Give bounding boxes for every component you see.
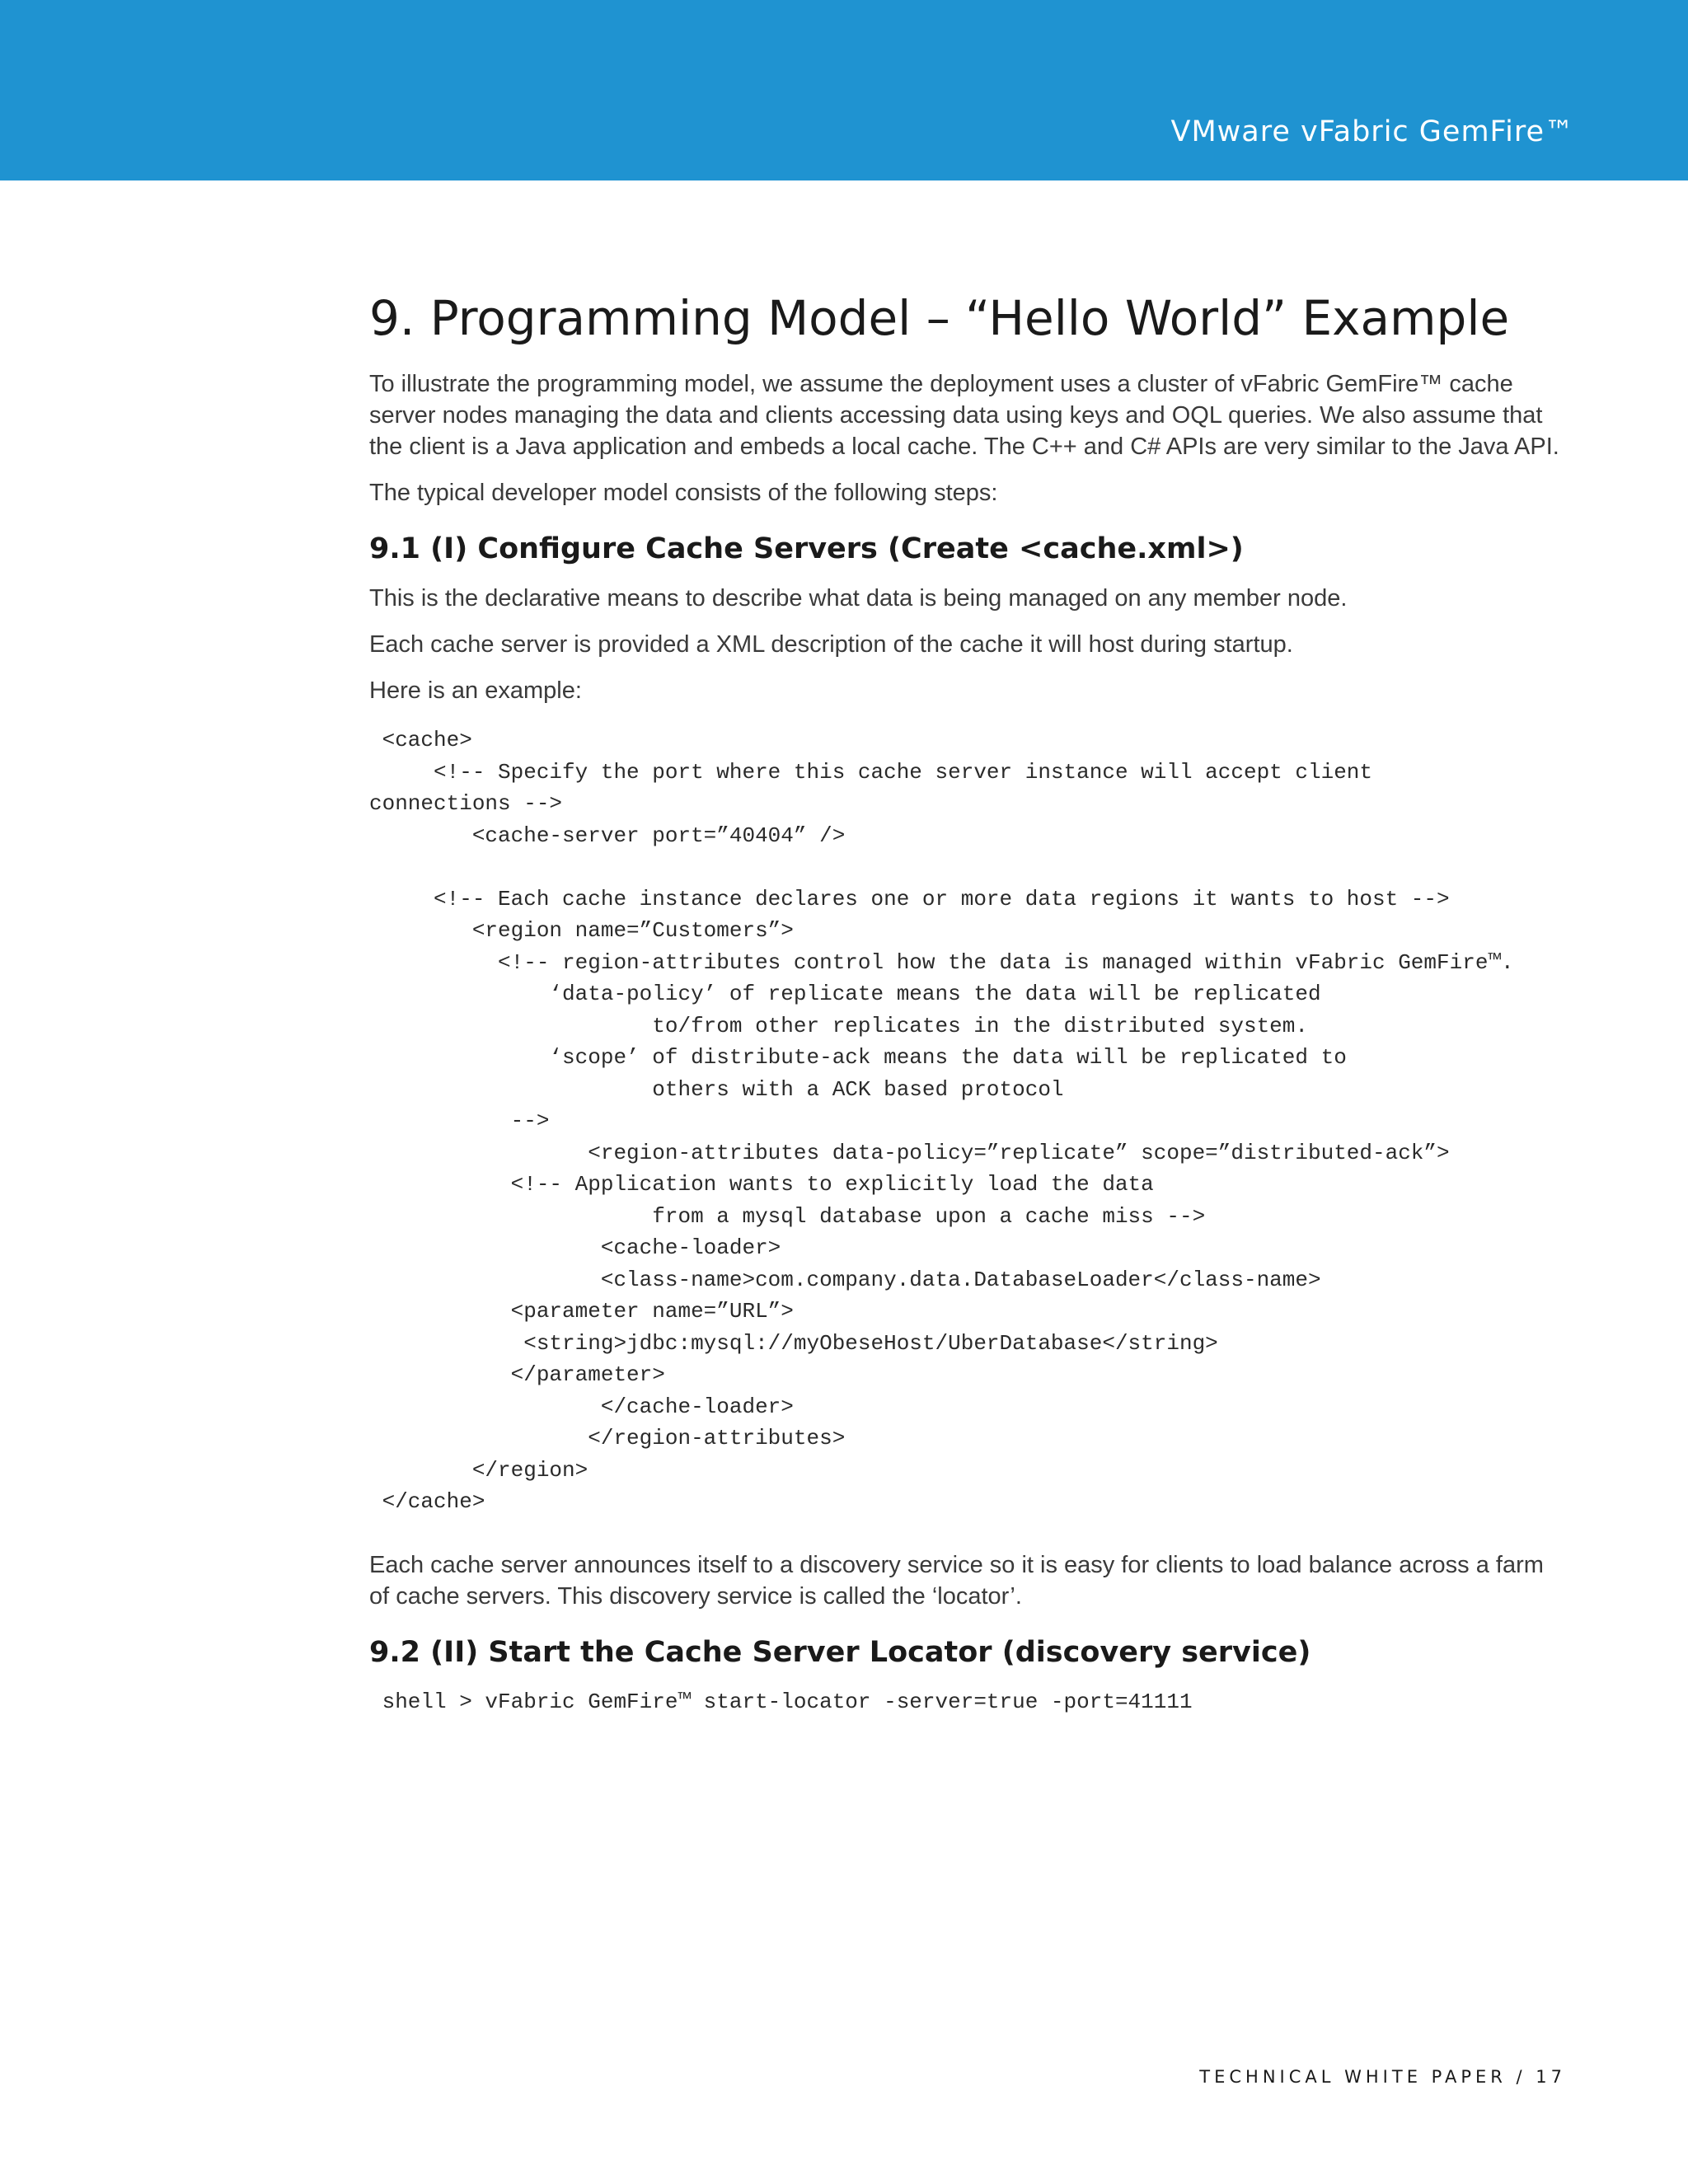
paragraph-example-intro: Here is an example:	[369, 677, 582, 704]
page-footer: TECHNICAL WHITE PAPER / 17	[1199, 2067, 1566, 2087]
cache-xml-code-block: <cache> <!-- Specify the port where this cache server instance will accept client connections --> <cache-server port=”40404” /> <!-- Each cache instance declares one or more data regions it wants to host --> <region name=”Customers”> <!-- region-attributes control how the data is managed within vFabric GemFire™. ‘data-policy’ of replicate means the data will be replicated to/from other replicates in the distributed system. ‘scope’ of distribute-ack means the data will be replicated to others with a ACK based protocol --> <region-attributes data-policy=”replicate” scope=”distributed-ack”> <!-- Application wants to explicitly load the data from a mysql database upon a cache miss --> <cache-loader> <class-name>com.company.data.DatabaseLoader</class-name> <parameter name=”URL”> <string>jdbc:mysql://myObeseHost/UberDatabase</string> </parameter> </cache-loader> </region-attributes> </region> </cache>	[369, 728, 1514, 1514]
paragraph-declarative: This is the declarative means to describe what data is being managed on any member node.	[369, 585, 1348, 612]
intro-paragraph: To illustrate the programming model, we assume the deployment uses a cluster of vFabric GemFire™ cache server nodes managing the data and clients accessing data using keys and OQL queries. We also assume that the client is a Java application and embeds a local cache. The C++ and C# APIs are very similar to the Java API.	[369, 371, 1559, 460]
steps-intro: The typical developer model consists of the following steps:	[369, 480, 998, 506]
subsection-heading-9-1: 9.1 (I) Configure Cache Servers (Create <cache.xml>)	[369, 532, 1244, 565]
page-content	[369, 290, 1564, 1749]
brand-title: VMware vFabric GemFire™	[1170, 115, 1574, 148]
header-band	[0, 0, 1688, 180]
subsection-heading-9-2: 9.2 (II) Start the Cache Server Locator (discovery service)	[369, 1635, 1311, 1669]
paragraph-xml-description: Each cache server is provided a XML description of the cache it will host during startup.	[369, 631, 1293, 658]
section-title: 9. Programming Model – “Hello World” Example	[369, 290, 1510, 346]
paragraph-locator: Each cache server announces itself to a discovery service so it is easy for clients to load balance across a farm of cache servers. This discovery service is called the ‘locator’.	[369, 1551, 1544, 1610]
shell-command-code-block: shell > vFabric GemFire™ start-locator -server=true -port=41111	[369, 1689, 1193, 1714]
